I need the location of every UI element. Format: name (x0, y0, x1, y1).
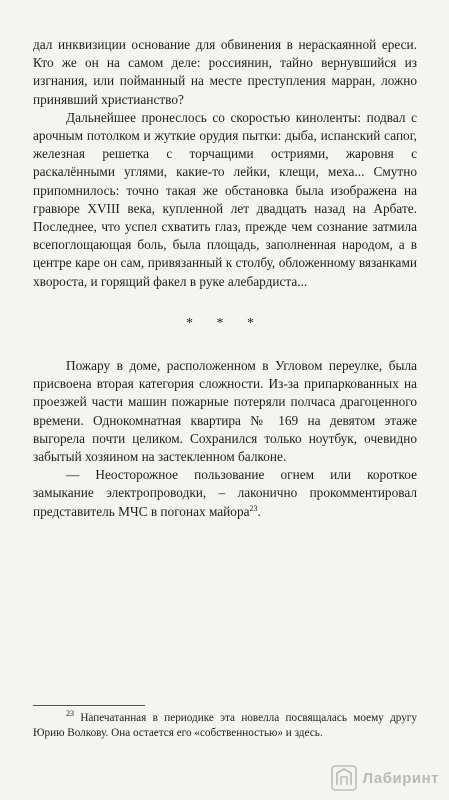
watermark (330, 764, 439, 792)
section-separator: * * * (186, 315, 264, 331)
watermark-text: Лабиринт (362, 769, 439, 787)
page-text (33, 36, 417, 521)
paragraph-3: Пожару в доме, расположенном в Угловом переулке, была присвоена вторая категория сложности. Из-за припаркованных на проезжей части машин пожарные потеряли полчаса драгоценного времени. Однокомнатная квартира № 169 на девятом этаже выгорела почти целиком. Сохранился только ноутбук, очевидно забытый хозяином на застекленном балконе. (33, 358, 417, 465)
paragraph-1: дал инквизиции основание для обвинения в нераскаянной ереси. Кто же он на самом деле: россиянин, тайно вернувшийся из изгнания, или пойманный на месте преступления марран, ложно принявший христианство? (33, 37, 417, 107)
paragraph-4-end: . (257, 503, 261, 519)
footnote-number: 23 (66, 709, 74, 718)
paragraph-4 (33, 466, 417, 521)
footnote-text: Напечатанная в периодике эта новелла посвящалась моему другу Юрию Волкову. Она остается его «собственностью» и здесь. (33, 712, 417, 739)
footnote (33, 711, 417, 741)
paragraph-4-text: — Неосторожное пользование огнем или короткое замыкание электропроводки, – лаконично прокомментировал представитель МЧС в погонах майора (33, 467, 417, 519)
footnote-divider (33, 705, 145, 706)
labirint-logo-icon (330, 764, 358, 792)
footnote-reference[interactable]: 23 (249, 503, 258, 513)
paragraph-2: Дальнейшее пронеслось со скоростью киноленты: подвал с арочным потолком и жуткие орудия пытки: дыба, испанский сапог, железная решетка с торчащими остриями, жаровня с раскалёнными углями, какие-то лейки, клещи, меха... Смутно припомнилось: точно такая же обстановка была изображена на гравюре XVIII века, купленной лет двадцать назад на Арбате. Последнее, что успел схватить глаз, прежде чем сознание затмила всепоглощающая боль, была площадь, заполненная народом, а в центре каре он сам, привязанный к столбу, обложенному вязанками хвороста, и горящий факел в руке алебардиста... (33, 109, 417, 289)
